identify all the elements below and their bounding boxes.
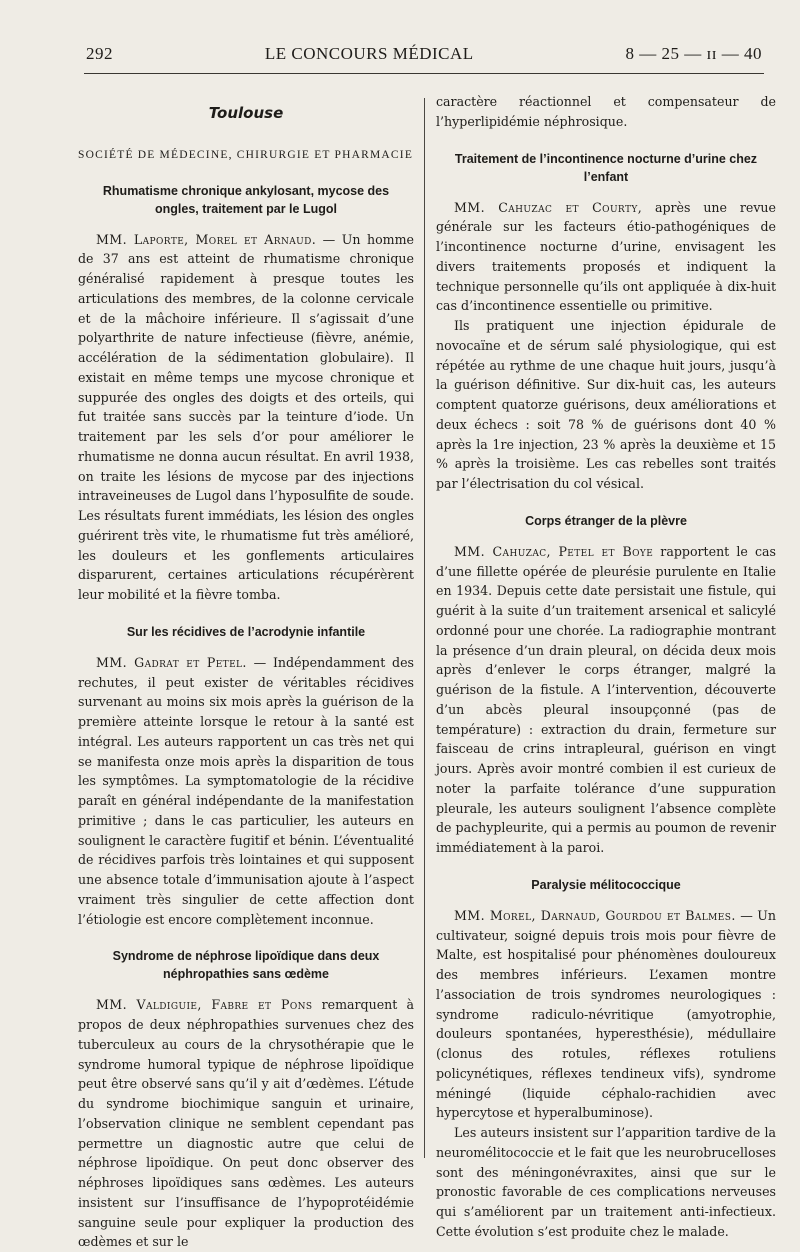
society-heading: SOCIÉTÉ DE MÉDECINE, CHIRURGIE ET PHARMACIE — [78, 148, 414, 161]
article-title: Traitement de l’incontinence nocturne d’urine chez l’enfant — [454, 151, 758, 184]
article-text: — Indépendamment des rechutes, il peut exister de véritables récidives survenant au moins six mois après la guérison de la première atteinte lorsque le retour à la santé est intégral. Les auteurs rapportent un cas très net qui se manifesta onze mois après la disparition de tous les symptômes. La symptomatologie de la récidive paraît en général indépendante de la manifestation primitive ; dans le cas particulier, les auteurs en soulignent le caractère fugitif et bénin. L’éventualité de récidives parfois très lointaines et qui supposent une absence totale d’immunisation ajoute à l’aspect vraiment très singulier de cette affection dont l’étiologie est encore complètement inconnue. — [78, 654, 414, 927]
article-paragraph: Les auteurs insistent sur l’apparition tardive de la neuromélitococcie et le fait que les neurobrucelloses sont des méningonévraxites, ainsi que sur le pronostic favorable de ces complications nerveuses qui s’améliorent par un traitement anti-infectieux. Cette évolution s’est produite chez le malade. — [436, 1125, 776, 1239]
article-body — [78, 230, 414, 605]
article-authors: MM. Valdiguie, Fabre et Pons — [96, 997, 313, 1013]
article-text: — Un cultivateur, soigné depuis trois mois pour fièvre de Malte, est hospitalisé pour phénomènes douloureux des membres inférieurs. L’examen montre l’association de trois syndromes neurologiques : syndrome radiculo-névritique (amyotrophie, douleurs spontanées, hyperesthésie), médullaire (clonus des rotules, réflexes rotuliens policynétiques, réflexes tendineux vifs), syndrome méningé (liquide céphalo-rachidien avec hypercytose et hyperalbuminose). — [436, 907, 776, 1121]
article-text: rapportent le cas d’une fillette opérée de pleurésie purulente en Italie en 1934. Depuis cette date persistait une fistule, qui guérit à la suite d’un traitement arsenical et salicylé ordonné pour une chorée. La radiographie montrant la présence d’un drain pleural, on décida deux mois après d’enlever le corps étranger, malgré la guérison de la fistule. A l’intervention, découverte d’un abcès pleural insoupçonné (pas de température) : extraction du drain, fermeture sur faisceau de crins intrapleural, guérison en vingt jours. Après avoir montré combien il est curieux de noter la parfaite tolérance d’une suppuration pleurale, les auteurs soulignent l’absence complète de pachypleurite, qui a permis au poumon de revenir immédiatement à la paroi. — [436, 543, 777, 855]
issue-date: 8 — 25 — ɪɪ — 40 — [625, 44, 762, 63]
article-body — [436, 906, 776, 1123]
article-text: — Un homme de 37 ans est atteint de rhumatisme chronique généralisé rapidement à presque toutes les articulations des membres, de la colonne cervicale et de la mâchoire inférieure. Il s’agissait d’une polyarthrite de nature infectieuse (fièvre, anémie, accélération de la sédimentation globulaire). Il existait en même temps une mycose chronique et suppurée des ongles des doigts et des orteils, qui fut traitée sans succès par la teinture d’iode. Un traitement par les sels d’or pour améliorer le rhumatisme ne donna aucun résultat. En avril 1938, on traite les lésions de mycose par des injections intraveineuses de Lugol dans l’hyposulfite de soude. Les résultats furent immédiats, les lésion des ongles guérirent très vite, le rhumatisme fut très amélioré, les douleurs et les gonflements articulaires disparurent, certaines articulations récupérèrent leur mobilité et la fièvre tomba. — [78, 231, 414, 602]
article-title: Sur les récidives de l’acrodynie infantile — [126, 624, 366, 639]
article-title: Corps étranger de la plèvre — [525, 513, 687, 528]
right-column — [436, 92, 776, 1242]
article-authors: MM. Cahuzac et Courty, — [454, 199, 643, 215]
page-number: 292 — [86, 44, 113, 63]
article-title: Rhumatisme chronique ankylosant, mycose des ongles, traitement par le Lugol — [102, 183, 390, 216]
article-title: Syndrome de néphrose lipoïdique dans deux néphropathies sans œdème — [112, 949, 380, 982]
article-authors: MM. Cahuzac, Petel et Boye — [454, 543, 654, 559]
column-divider — [424, 98, 425, 1158]
article-body — [436, 198, 776, 317]
article-body — [436, 542, 776, 858]
page-header — [86, 44, 762, 72]
article-paragraph: Ils pratiquent une injection épidurale de novocaïne et de sérum salé physiologique, qui est répétée au rythme de une chaque huit jours, jusqu’à la guérison définitive. Sur dix-huit cas, les auteurs comptent quatorze guérisons, deux améliorations et deux échecs : soit 78 % de guérisons dont 40 % après la 1re injection, 23 % après la deuxième et 15 % après la troisième. Les cas rebelles sont traités par l’électrisation du col vésical. — [436, 318, 776, 491]
article-authors: MM. Morel, Darnaud, Gourdou et Balmes. — [454, 907, 736, 923]
article-text: remarquent à propos de deux néphropathies survenues chez des tuberculeux au cours de la chrysothérapie que le syndrome humoral typique de néphrose lipoïdique peut être observé sans qu’il y ait d’œdèmes. L’étude du syndrome biochimique sanguin et urinaire, l’observation clinique ne semblent cependant pas permettre un diagnostic autre que celui de néphrose lipoïdique. On peut donc observer des néphroses lipoïdiques sans œdèmes. Les auteurs insistent sur l’insuffisance de l’hypoprotéidémie sanguine seule pour expliquer la production des œdèmes et sur le — [78, 997, 414, 1250]
article-body — [78, 995, 414, 1252]
article-authors: MM. Laporte, Morel et Arnaud. — [96, 231, 317, 247]
article-continuation: caractère réactionnel et compensateur de l’hyperlipidémie néphrosique. — [436, 94, 776, 129]
article-title: Paralysie mélitococcique — [531, 877, 681, 892]
article-authors: MM. Gadrat et Petel. — [96, 654, 247, 670]
journal-title: LE CONCOURS MÉDICAL — [264, 44, 474, 63]
city-heading: Toulouse — [208, 104, 284, 122]
article-text: après une revue générale sur les facteurs étio-pathogéniques de l’incontinence nocturne d’urine, envisagent les divers traitements proposés et indiquent la technique personnelle qu’ils ont appliquée à dix-huit cas d’incontinence essentielle ou primitive. — [436, 199, 776, 314]
left-column — [78, 92, 414, 1252]
header-rule — [84, 73, 764, 74]
article-body — [78, 653, 414, 930]
